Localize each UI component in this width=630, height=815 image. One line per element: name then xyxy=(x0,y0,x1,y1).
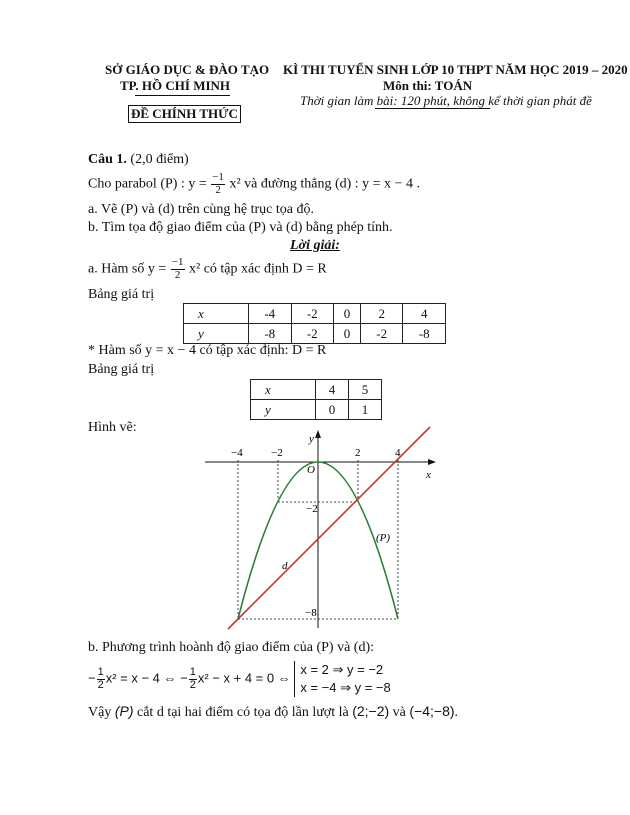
official-badge: ĐỀ CHÍNH THỨC xyxy=(128,105,241,123)
table-cell: -8 xyxy=(403,324,446,344)
part-b: b. Tìm tọa độ giao điểm của (P) và (d) bằng phép tính. xyxy=(88,220,393,235)
table-cell: y xyxy=(184,324,249,344)
table-cell: -4 xyxy=(249,304,292,324)
tick-label: −8 xyxy=(305,607,317,619)
table-cell: y xyxy=(251,400,316,420)
tick-label: 2 xyxy=(355,447,361,459)
solution-a-frac-num: −1 xyxy=(171,256,184,268)
conclusion-middle: cắt d tại hai điểm có tọa độ lần lượt là xyxy=(137,705,349,720)
table1-label: Bảng giá trị xyxy=(88,287,155,302)
table-cell: 0 xyxy=(334,304,361,324)
question-label: Câu 1. xyxy=(88,152,127,167)
eq-fraction-1 xyxy=(97,667,105,691)
table-cell: -8 xyxy=(249,324,292,344)
table-cell: x xyxy=(251,380,316,400)
table-cell: 4 xyxy=(403,304,446,324)
line-note: * Hàm số y = x − 4 có tập xác định: D = R xyxy=(88,343,327,358)
table-cell: 2 xyxy=(360,304,403,324)
question-points: (2,0 điểm) xyxy=(130,152,189,167)
table-cell: 5 xyxy=(349,380,382,400)
table-cell: 1 xyxy=(349,400,382,420)
root-1: x = 2 ⇒ y = −2 xyxy=(300,662,384,677)
conclusion-and: và xyxy=(392,705,406,720)
table-cell: -2 xyxy=(291,324,334,344)
part-a: a. Vẽ (P) và (d) trên cùng hệ trục tọa độ. xyxy=(88,202,314,217)
intro-mid: x² và đường thẳng (d) : y = x − 4 . xyxy=(229,176,420,192)
eq-frac-num: 1 xyxy=(189,665,196,678)
eq-frac-num: 1 xyxy=(97,665,104,678)
x-axis-arrow xyxy=(428,459,436,465)
org-line-2: TP. HỒ CHÍ MINH xyxy=(120,78,231,93)
exam-duration: Thời gian làm bài: 120 phút, không kể thời gian phát đề xyxy=(300,93,592,108)
eq-part-1: x² = x − 4 ⇔ − xyxy=(105,670,188,686)
origin-label: O xyxy=(307,464,315,476)
intro-prefix: Cho parabol (P) : y = xyxy=(88,176,207,192)
roots-bracket xyxy=(294,661,390,697)
exam-subject: Môn thi: TOÁN xyxy=(383,78,473,93)
intro-frac-den: 2 xyxy=(215,183,221,196)
conclusion-end: . xyxy=(454,705,459,720)
table-cell: 0 xyxy=(316,400,349,420)
intersection-point-1: (2;−2) xyxy=(352,703,390,719)
y-axis-label: y xyxy=(309,433,314,445)
intro-frac-num: −1 xyxy=(212,171,224,183)
root-2: x = −4 ⇒ y = −8 xyxy=(300,680,391,695)
y-axis-arrow xyxy=(315,430,321,438)
equation-row: − $\frac{1}{2}$ x² = x − 4 ⇔ − $\frac{1}{2}$ x² − x + 4 = 0 ⇔ x = 2 ⇒ y = −2 x = −4 ⇒ y = −8 xyxy=(88,662,391,695)
eq-part-2: x² − x + 4 = 0 ⇔ xyxy=(197,670,291,686)
eq-frac-den: 2 xyxy=(189,678,196,691)
tick-label: 4 xyxy=(395,447,401,459)
line-d-label: d xyxy=(282,560,288,572)
tick-label: −2 xyxy=(271,447,283,459)
conclusion-start: Vậy xyxy=(88,705,112,720)
tick-label: −2 xyxy=(306,503,318,515)
table2-label: Bảng giá trị xyxy=(88,362,155,377)
exam-title: KÌ THI TUYỂN SINH LỚP 10 THPT NĂM HỌC 2019 – 2020 xyxy=(283,62,628,77)
table-cell: 4 xyxy=(316,380,349,400)
intersection-point-2: (−4;−8) xyxy=(409,703,455,719)
table-cell: x xyxy=(184,304,249,324)
table-cell: -2 xyxy=(360,324,403,344)
part-b-intro: b. Phương trình hoành độ giao điểm của (P) và (d): xyxy=(88,640,374,655)
solution-a-frac-den: 2 xyxy=(174,268,181,281)
eq-fraction-2 xyxy=(189,667,197,691)
solution-heading: Lời giải: xyxy=(290,238,340,253)
tick-label: −4 xyxy=(231,447,243,459)
conclusion-parabola: (P) xyxy=(114,703,134,719)
figure-label: Hình vẽ: xyxy=(88,420,137,435)
solution-a-suffix: x² có tập xác định D = R xyxy=(189,261,327,277)
solution-a-prefix: a. Hàm số y = xyxy=(88,261,167,277)
table-cell: -2 xyxy=(291,304,334,324)
table-cell: 0 xyxy=(334,324,361,344)
x-axis-label: x xyxy=(426,469,431,481)
eq-frac-den: 2 xyxy=(97,678,104,691)
conclusion xyxy=(88,703,458,721)
parabola-label: (P) xyxy=(376,532,391,544)
org-line-1: SỞ GIÁO DỤC & ĐÀO TẠO xyxy=(105,62,270,77)
